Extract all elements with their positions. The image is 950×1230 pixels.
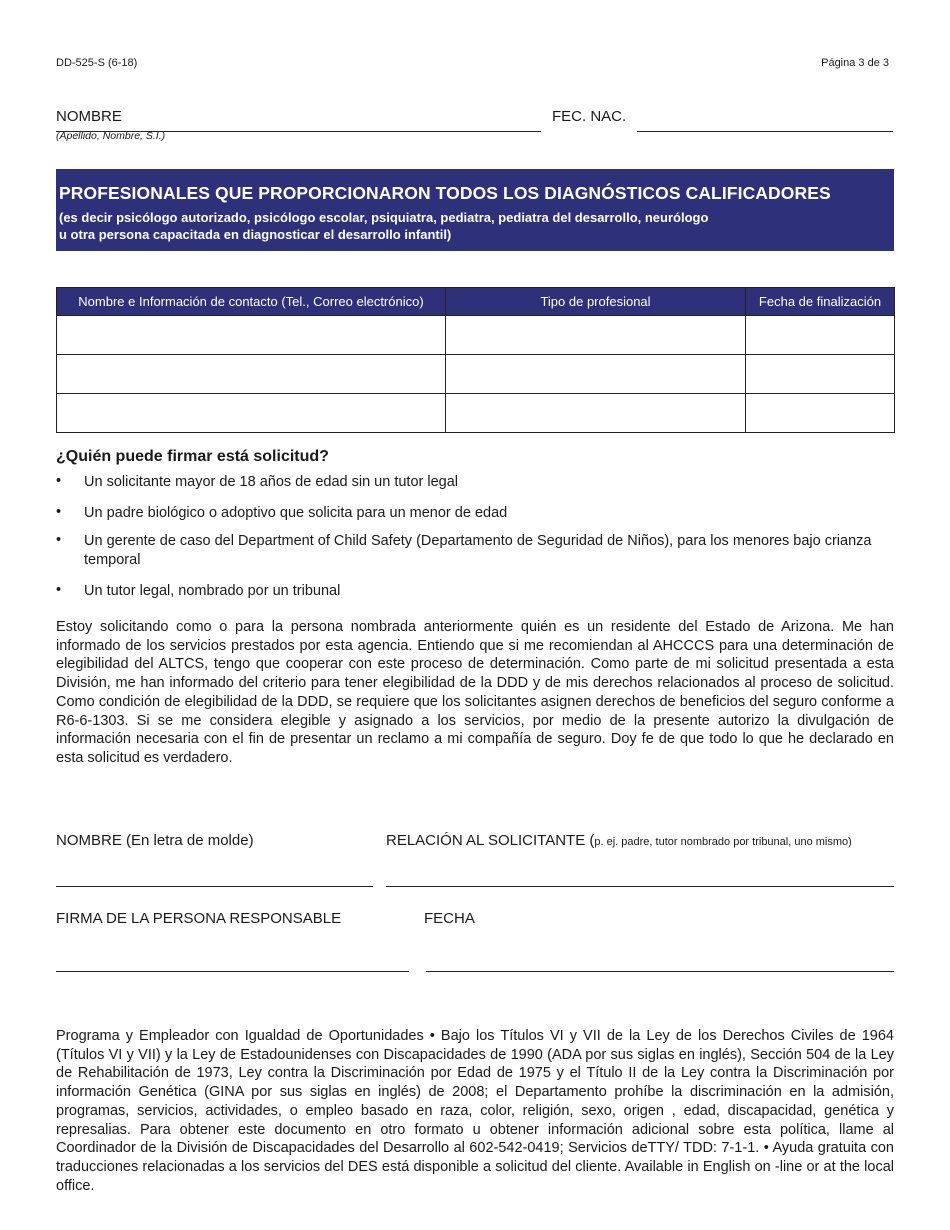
- banner-subtitle: [59, 209, 894, 243]
- list-item-text: Un padre biológico o adoptivo que solicita para un menor de edad: [84, 505, 508, 521]
- cell-contact[interactable]: [57, 394, 446, 433]
- relation-field[interactable]: [386, 886, 894, 887]
- col-header-contact: Nombre e Información de contacto (Tel., Correo electrónico): [57, 288, 446, 316]
- cell-type[interactable]: [446, 394, 746, 433]
- who-can-sign-title: ¿Quién puede firmar está solicitud?: [56, 448, 329, 465]
- bullet-icon: •: [56, 473, 62, 489]
- dob-label: FEC. NAC.: [552, 108, 627, 125]
- relation-label: [386, 832, 852, 849]
- banner-subtitle-line1: (es decir psicólogo autorizado, psicólogo escolar, psiquiatra, pediatra, pediatra del desarrollo, neurólogo: [59, 210, 709, 225]
- col-header-date: Fecha de finalización: [746, 288, 895, 316]
- professionals-banner: [56, 169, 894, 251]
- banner-title: PROFESIONALES QUE PROPORCIONARON TODOS LOS DIAGNÓSTICOS CALIFICADORES: [59, 183, 831, 203]
- list-item-text: Un tutor legal, nombrado por un tribunal: [84, 583, 341, 599]
- relation-hint: p. ej. padre, tutor nombrado por tribunal, uno mismo): [594, 836, 852, 848]
- bullet-icon: •: [56, 532, 62, 548]
- cell-type[interactable]: [446, 355, 746, 394]
- banner-subtitle-line2: u otra persona capacitada en diagnosticar el desarrollo infantil): [59, 227, 452, 242]
- table-row: [57, 394, 895, 433]
- cell-contact[interactable]: [57, 355, 446, 394]
- table-row: [57, 355, 895, 394]
- applicant-statement: Estoy solicitando como o para la persona nombrada anteriormente quién es un residente del Estado de Arizona. Me han informado de los servicios prestados por esta agencia. Entiendo que si me recomiendan al AHCCCS para una determinación de elegibilidad del ALTCS, tengo que cooperar con este proceso de determinación. Como parte de mi solicitud presentada a esta División, me han informado del criterio para tener elegibilidad de la DDD y de mis derechos relacionados al proceso de solicitud. Como condición de elegibilidad de la DDD, se requiere que los solicitantes asignen derechos de beneficios del seguro conforme a R6-6-1303. Si se me considera elegible y asignado a los servicios, por medio de la presente autorizo la divulgación de información necesaria con el fin de presentar un reclamo a mi compañía de seguro. Doy fe de que todo lo que he declarado en esta solicitud es verdadero.: [56, 619, 894, 766]
- bullet-icon: •: [56, 582, 62, 598]
- applicant-name-hint: (Apellido, Nombre, S.I.): [56, 130, 166, 142]
- print-name-label: NOMBRE (En letra de molde): [56, 832, 254, 849]
- date-field[interactable]: [426, 971, 894, 972]
- professionals-table: [56, 287, 895, 433]
- applicant-name-label: NOMBRE: [56, 108, 122, 125]
- col-header-type: Tipo de profesional: [446, 288, 746, 316]
- print-name-field[interactable]: [56, 886, 373, 887]
- cell-date[interactable]: [746, 355, 895, 394]
- cell-contact[interactable]: [57, 316, 446, 355]
- dob-field[interactable]: [637, 131, 893, 132]
- table-row: [57, 316, 895, 355]
- list-item-text: Un solicitante mayor de 18 años de edad sin un tutor legal: [84, 474, 459, 490]
- date-label: FECHA: [424, 910, 475, 927]
- form-id: DD-525-S (6-18): [56, 57, 138, 69]
- cell-date[interactable]: [746, 394, 895, 433]
- relation-label-text: RELACIÓN AL SOLICITANTE (: [386, 832, 595, 849]
- cell-date[interactable]: [746, 316, 895, 355]
- table-header-row: [57, 288, 895, 316]
- responsible-signature-label: FIRMA DE LA PERSONA RESPONSABLE: [56, 910, 342, 927]
- list-item-text: Un gerente de caso del Department of Child Safety (Departamento de Seguridad de Niños), para los menores bajo crianza temporal: [84, 533, 872, 568]
- page-number: Página 3 de 3: [821, 57, 889, 69]
- cell-type[interactable]: [446, 316, 746, 355]
- bullet-icon: •: [56, 504, 62, 520]
- signature-field[interactable]: [56, 971, 409, 972]
- equal-opportunity-notice: Programa y Empleador con Igualdad de Oportunidades • Bajo los Títulos VI y VII de la Ley de los Derechos Civiles de 1964 (Títulos VI y VII) y la Ley de Estadounidenses con Discapacidades de 1990 (ADA por sus siglas en inglés), Sección 504 de la Ley de Rehabilitación de 1973, Ley contra la Discriminación por Edad de 1975 y el Título II de la Ley contra la Discriminación por información Genética (GINA por sus siglas en inglés) de 2008; el Departamento prohíbe la discriminación en la admisión, programas, servicios, actividades, o empleo basado en raza, color, religión, sexo, origen , edad, discapacidad, genética y represalias. Para obtener este documento en otro formato u obtener información adicional sobre esta política, llame al Coordinador de la División de Discapacidades del Desarrollo al 602-542-0419; Servicios deTTY/ TDD: 7-1-1. • Ayuda gratuita con traducciones relacionadas a los servicios del DES está disponible a solicitud del cliente. Available in English on -line or at the local office.: [56, 1028, 894, 1194]
